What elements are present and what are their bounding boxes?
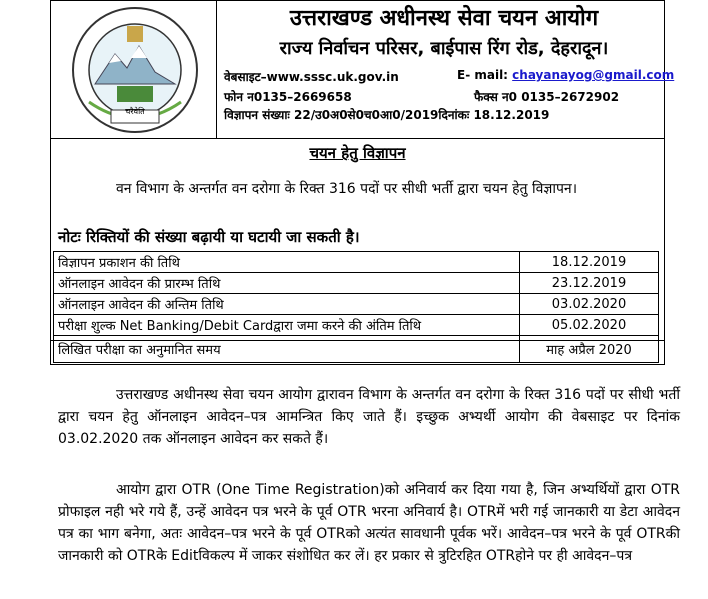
schedule-date: 05.02.2020 (520, 315, 659, 336)
table-row (54, 336, 659, 363)
schedule-label: ऑनलाइन आवेदन की प्रारम्भ तिथि (54, 273, 520, 294)
schedule-label: परीक्षा शुल्क Net Banking/Debit Cardद्वारा जमा करने की अंतिम तिथि (54, 315, 520, 336)
organization-address: राज्य निर्वाचन परिसर, बाईपास रिंग रोड, देहरादून। (279, 38, 609, 59)
phone-number: फोन न0135–2669658 (224, 90, 352, 104)
schedule-table (53, 251, 659, 363)
website-label: वेबसाइट–www.sssc.uk.gov.in (224, 70, 399, 84)
schedule-date: माह अप्रैल 2020 (520, 336, 659, 363)
advertisement-title: चयन हेतु विज्ञापन (309, 144, 406, 162)
table-row (54, 315, 659, 336)
paragraph-otr: आयोग द्वारा OTR (One Time Registration)को अनिवार्य कर दिया गया है, जिन अभ्यर्थियों द्वारा OTR प्रोफाइल नही भरे गये हैं, उन्हें आवेदन पत्र भरने के पूर्व OTR भरना अनिवार्य है। OTRमें भरी गई जानकारी या डेटा आवेदन पत्र का भाग बनेगा, अतः आवेदन–पत्र भरने के पूर्व OTRको अत्यंत सावधानी पूर्वक भरें। आवेदन–पत्र भरने के पूर्व OTRकी जानकारी को OTRके Editविकल्प में जाकर संशोधित कर लें। हर प्रकार से त्रुटिरहित OTRहोने पर ही आवेदन–पत्र (58, 482, 680, 564)
header-bottom-rule (51, 138, 664, 139)
intro-text: वन विभाग के अन्तर्गत वन दरोगा के रिक्त 316 पदों पर सीधी भर्ती द्वारा चयन हेतु विज्ञापन। (116, 181, 577, 197)
table-row (54, 252, 659, 273)
schedule-label: विज्ञापन प्रकाशन की तिथि (54, 252, 520, 273)
schedule-date: 18.12.2019 (520, 252, 659, 273)
vacancy-note: नोटः रिक्तियों की संख्या बढ़ायी या घटायी जा सकती है। (58, 228, 360, 246)
email-label: E- mail: (457, 68, 508, 82)
schedule-label: ऑनलाइन आवेदन की अन्तिम तिथि (54, 294, 520, 315)
header-divider (216, 1, 217, 138)
schedule-date: 03.02.2020 (520, 294, 659, 315)
organization-name: उत्तराखण्ड अधीनस्थ सेवा चयन आयोग (289, 6, 599, 31)
schedule-date: 23.12.2019 (520, 273, 659, 294)
paragraph-application: उत्तराखण्ड अधीनस्थ सेवा चयन आयोग द्वारावन विभाग के अन्तर्गत वन दरोगा के रिक्त 316 पदों पर सीधी भर्ती द्वारा चयन हेतु ऑनलाइन आवेदन–पत्र आमन्त्रित किए जाते हैं। इच्छुक अभ्यर्थी आयोग की वेबसाइट पर दिनांक 03.02.2020 तक ऑनलाइन आवेदन कर सकते हैं। (58, 387, 680, 447)
email-block (457, 68, 674, 82)
logo-motto: चरैवेति (125, 107, 145, 116)
schedule-label: लिखित परीक्षा का अनुमानित समय (54, 336, 520, 363)
fax-number: फैक्स न0 0135–2672902 (474, 90, 620, 104)
table-row (54, 294, 659, 315)
table-row (54, 273, 659, 294)
advertisement-number: विज्ञापन संख्याः 22/उ0अ0से0च0आ0/2019दिनांकः 18.12.2019 (224, 108, 550, 122)
email-link[interactable]: chayanayog@gmail.com (512, 68, 675, 82)
